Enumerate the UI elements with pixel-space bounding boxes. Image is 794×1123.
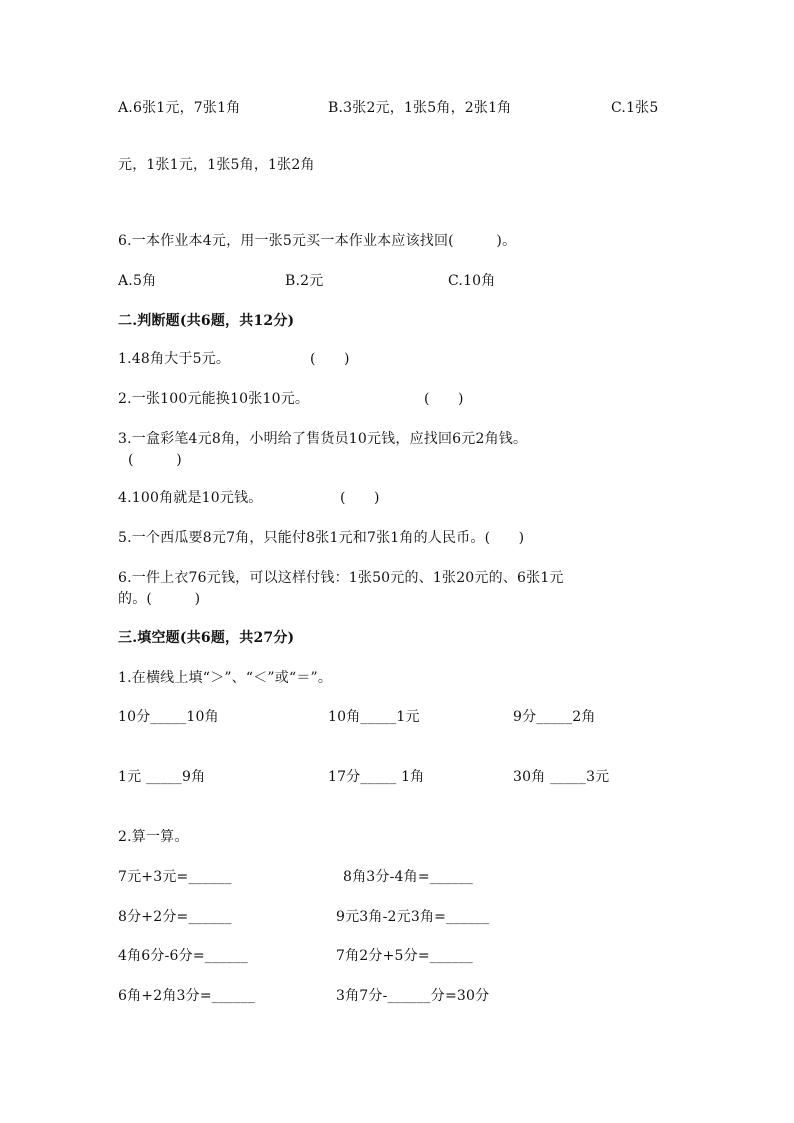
judge-item-2: 2.一张100元能换10张10元。 — [118, 391, 310, 407]
q5-option-c-continued: 元，1张1元，1张5角，1张2角 — [118, 157, 315, 173]
fill-q1-r1-c3: 9分_____2角 — [513, 709, 596, 725]
fill-q1-r2-c2: 17分_____ 1角 — [328, 769, 425, 785]
judge-item-3: 3.一盒彩笔4元8角，小明给了售货员10元钱，应找回6元2角钱。 — [118, 431, 528, 447]
q6-option-a: A.5角 — [118, 273, 157, 289]
fill-q2-stem: 2.算一算。 — [118, 829, 189, 845]
q6-stem: 6.一本作业本4元，用一张5元买一本作业本应该找回( )。 — [118, 233, 517, 249]
calc-r1-c1: 7元+3元=______ — [118, 869, 232, 885]
calc-r1-c2: 8角3分-4角=______ — [343, 869, 473, 885]
calc-r2-c1: 8分+2分=______ — [118, 909, 232, 925]
fill-q1-r1-c1: 10分_____10角 — [118, 709, 219, 725]
fill-q1-r2-c1: 1元 _____9角 — [118, 769, 206, 785]
fill-q1-r1-c2: 10角_____1元 — [328, 709, 420, 725]
calc-r4-c1: 6角+2角3分=______ — [118, 988, 255, 1004]
judge-item-6-continued: 的。( ) — [118, 591, 201, 607]
judge-item-5: 5.一个西瓜要8元7角，只能付8张1元和7张1角的人民币。( ) — [118, 530, 525, 546]
section2-title: 二.判断题(共6题，共12分) — [118, 313, 295, 329]
q5-option-a: A.6张1元，7张1角 — [118, 100, 241, 116]
judge-item-6: 6.一件上衣76元钱，可以这样付钱：1张50元的、1张20元的、6张1元 — [118, 570, 564, 586]
judge-item-1: 1.48角大于5元。 — [118, 351, 231, 367]
q6-option-b: B.2元 — [285, 273, 324, 289]
q6-option-c: C.10角 — [448, 273, 496, 289]
judge-item-2-paren: ( ) — [424, 391, 464, 407]
calc-r3-c1: 4角6分-6分=______ — [118, 948, 248, 964]
q5-option-c: C.1张5 — [611, 100, 659, 116]
fill-q1-stem: 1.在横线上填“＞”、“＜”或“＝”。 — [118, 670, 333, 686]
judge-item-3-paren: ( ) — [128, 452, 182, 468]
judge-item-4: 4.100角就是10元钱。 — [118, 490, 263, 506]
calc-r4-c2: 3角7分-______分=30分 — [336, 988, 490, 1004]
section3-title: 三.填空题(共6题，共27分) — [118, 630, 295, 646]
judge-item-4-paren: ( ) — [340, 490, 380, 506]
q5-option-b: B.3张2元，1张5角，2张1角 — [328, 100, 512, 116]
fill-q1-r2-c3: 30角 _____3元 — [513, 769, 610, 785]
judge-item-1-paren: ( ) — [310, 351, 350, 367]
calc-r3-c2: 7角2分+5分=______ — [336, 948, 473, 964]
calc-r2-c2: 9元3角-2元3角=______ — [336, 909, 490, 925]
